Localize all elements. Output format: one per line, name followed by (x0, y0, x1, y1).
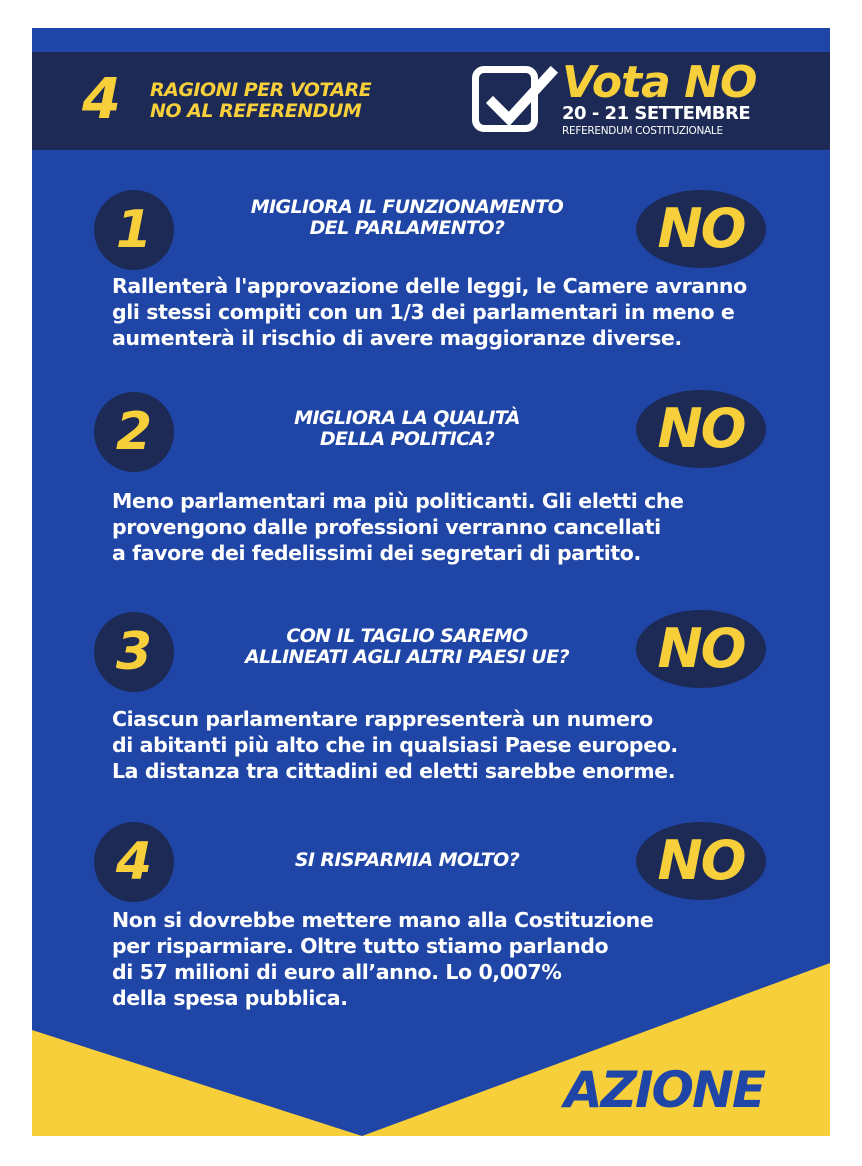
reason-answer-4: NO (636, 822, 766, 900)
reason-number-2: 2 (94, 392, 174, 472)
vota-no-title: Vota NO (562, 57, 757, 108)
reason-text-2: Meno parlamentari ma più politicanti. Gli eletti che provengono dalle professioni verranno cancellati a favore dei fedelissimi dei segretari di partito. (112, 489, 684, 565)
reason-answer-3: NO (636, 610, 766, 688)
reason-question-1-line1: MIGLIORA IL FUNZIONAMENTO (250, 196, 564, 218)
footer-yellow-shape (32, 28, 830, 1136)
referendum-dates: 20 - 21 SETTEMBRE (562, 103, 751, 124)
reason-question-3-line1: CON IL TAGLIO SAREMO (286, 625, 528, 647)
referendum-subtitle: REFERENDUM COSTITUZIONALE (562, 125, 723, 137)
reason-number-3: 3 (94, 612, 174, 692)
reason-text-1: Rallenterà l'approvazione delle leggi, le Camere avranno gli stessi compiti con un 1/3 dei parlamentari in meno e aumenterà il rischio di avere maggioranze diverse. (112, 274, 747, 350)
header-number: 4 (82, 67, 121, 132)
reason-text-4: Non si dovrebbe mettere mano alla Costituzione per risparmiare. Oltre tutto stiamo parlando di 57 milioni di euro all’anno. Lo 0,007% della spesa pubblica. (112, 908, 654, 1010)
reason-question-3-line2: ALLINEATI AGLI ALTRI PAESI UE? (244, 646, 570, 668)
azione-logo: AZIONE (564, 1061, 765, 1119)
reason-text-3: Ciascun parlamentare rappresenterà un numero di abitanti più alto che in qualsiasi Paese europeo. La distanza tra cittadini ed eletti sarebbe enorme. (112, 707, 678, 783)
reason-question-2-line1: MIGLIORA LA QUALITÀ (294, 407, 520, 429)
reason-number-4: 4 (94, 822, 174, 902)
reason-question-2-line2: DELLA POLITICA? (319, 428, 495, 450)
reason-question-1-line2: DEL PARLAMENTO? (309, 217, 505, 239)
reason-answer-1: NO (636, 190, 766, 268)
header-title-line2: NO AL REFERENDUM (150, 100, 362, 122)
header-title-line1: RAGIONI PER VOTARE (150, 79, 372, 101)
poster (32, 28, 830, 1136)
reason-number-1: 1 (94, 190, 174, 270)
reason-question-4-line1: SI RISPARMIA MOLTO? (294, 849, 520, 871)
reason-answer-2: NO (636, 390, 766, 468)
